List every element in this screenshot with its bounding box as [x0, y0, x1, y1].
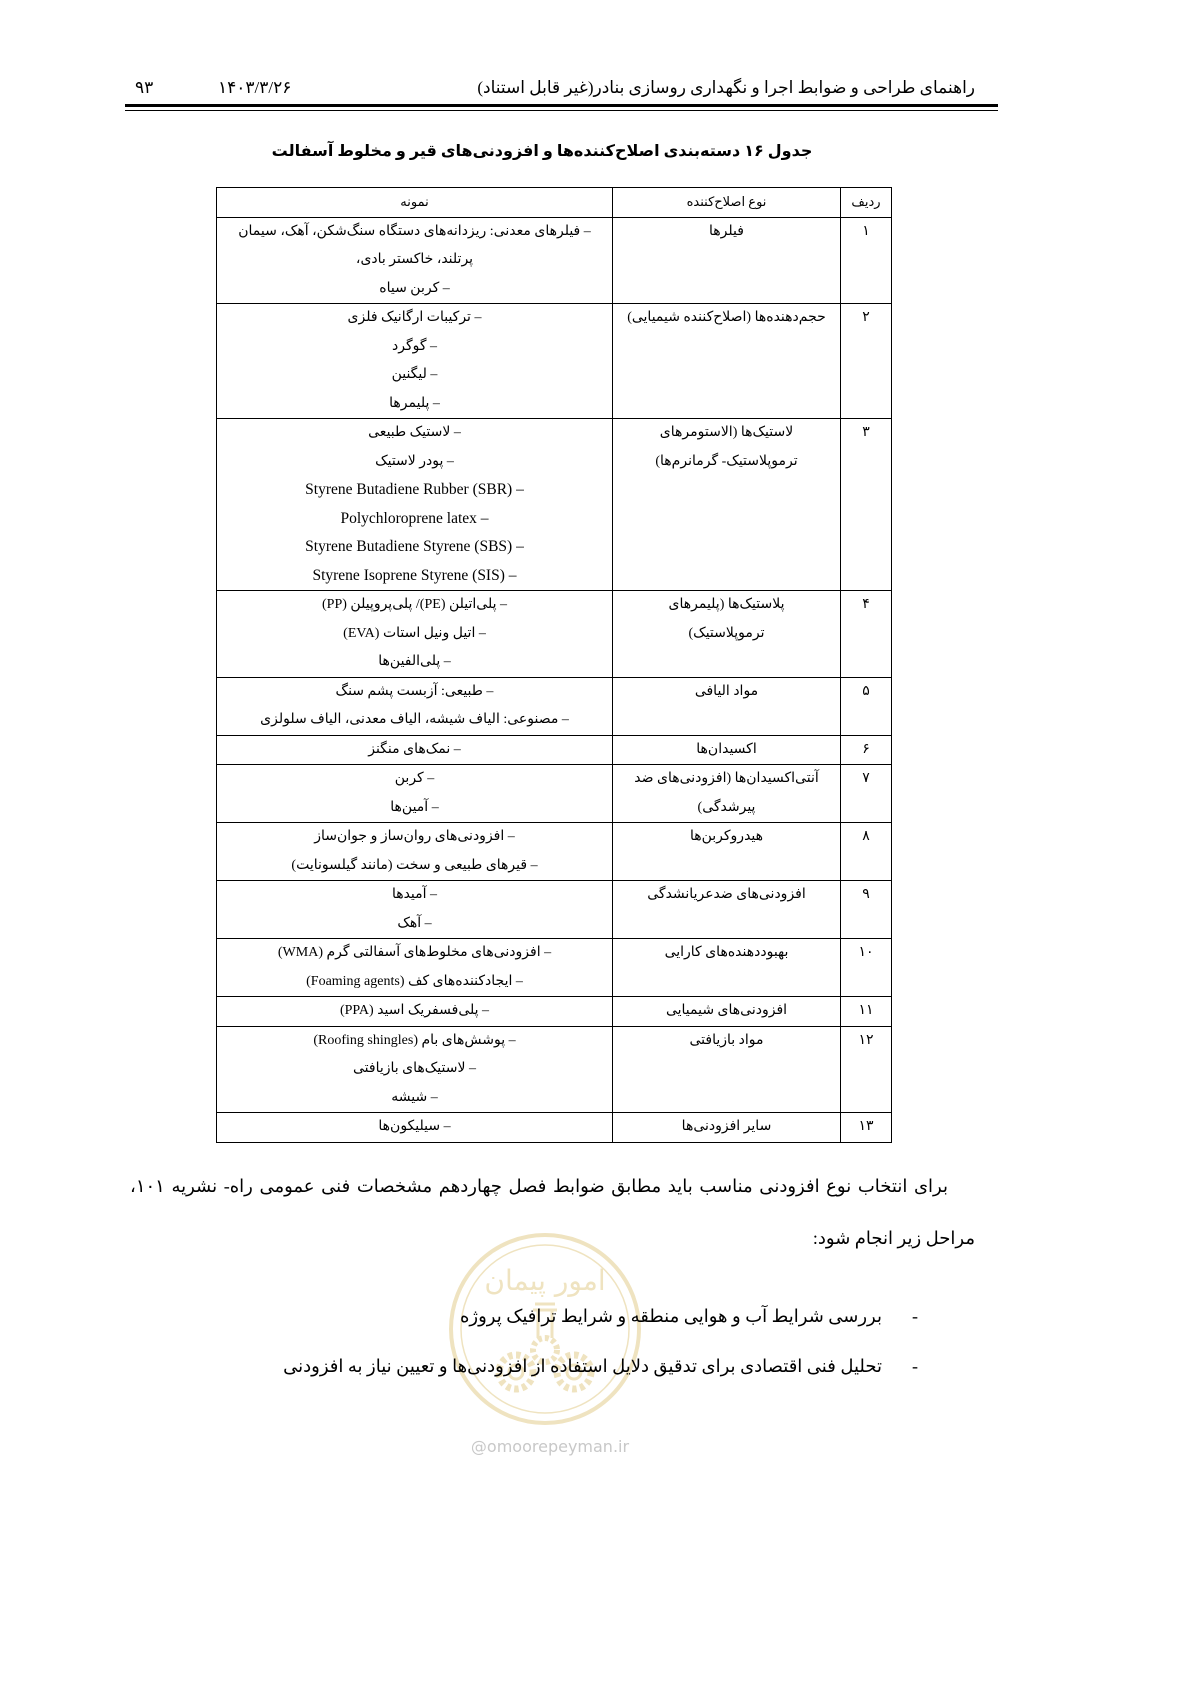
example-cell: [217, 1113, 613, 1143]
example-line: Styrene Isoprene Styrene (SIS) –: [312, 566, 517, 584]
table-row: [217, 765, 892, 823]
row-number-cell: [841, 217, 892, 304]
table-caption: جدول ۱۶ دسته‌بندی اصلاح‌کننده‌ها و افزودنی‌های قیر و مخلوط آسفالت: [271, 143, 813, 160]
row-number-cell: [841, 419, 892, 591]
example-cell: [217, 881, 613, 939]
row-number: ۸: [862, 829, 870, 844]
page-number: ۹۳: [135, 78, 154, 97]
example-line: – پلیمرها: [389, 395, 440, 411]
example-line: – پوشش‌های بام (Roofing shingles): [313, 1032, 516, 1048]
row-number: ۷: [862, 771, 870, 786]
row-number: ۴: [862, 597, 870, 612]
modifier-type-line: ترموپلاستیک- گرمانرم‌ها): [655, 453, 798, 469]
example-line: – شیشه: [391, 1089, 438, 1105]
modifier-type-line: پیرشدگی): [697, 799, 756, 815]
watermark-handle: @omoorepeyman.ir: [470, 1437, 630, 1456]
example-line: – پودر لاستیک: [375, 453, 454, 469]
row-number: ۱۲: [858, 1032, 874, 1048]
row-number-cell: [841, 735, 892, 765]
modifier-type-cell: [613, 765, 841, 823]
list-item: [218, 1291, 918, 1341]
example-line: – پلی‌الفین‌ها: [378, 654, 451, 669]
header-rule-thin: [125, 110, 998, 111]
example-line: – مصنوعی: الیاف شیشه، الیاف معدنی، الیاف سلولزی: [260, 712, 569, 727]
example-line: Styrene Butadiene Styrene (SBS) –: [305, 538, 524, 555]
example-cell: [217, 735, 613, 765]
example-cell: [217, 677, 613, 735]
row-number: ۱: [862, 223, 870, 239]
table-row: [217, 939, 892, 997]
example-line: – نمک‌های منگنز: [368, 741, 461, 757]
example-line: – پلی‌اتیلن (PE)/ پلی‌پروپیلن (PP): [322, 597, 507, 612]
example-line: – ترکیبات ارگانیک فلزی: [347, 310, 482, 325]
row-number-cell: [841, 1026, 892, 1113]
row-number-cell: [841, 591, 892, 678]
header-rule-thick: [125, 104, 998, 107]
modifier-type-line: مواد بازیافتی: [689, 1032, 764, 1048]
modifier-type-line: اکسیدان‌ها: [696, 741, 757, 757]
example-line: – ایجادکننده‌های کف (Foaming agents): [306, 973, 523, 989]
table-row: [217, 997, 892, 1027]
modifier-type-line: سایر افزودنی‌ها: [681, 1119, 772, 1134]
example-line: Styrene Butadiene Rubber (SBR) –: [305, 481, 524, 498]
bullet-marker: -: [912, 1306, 918, 1326]
example-line: – گوگرد: [391, 338, 438, 354]
modifier-type-cell: [613, 677, 841, 735]
example-line: پرتلند، خاکستر بادی،: [355, 252, 474, 267]
table-row: [217, 823, 892, 881]
row-number-cell: [841, 997, 892, 1027]
modifier-type-cell: [613, 881, 841, 939]
example-line: – افزودنی‌های روان‌ساز و جوان‌ساز: [314, 829, 515, 844]
example-cell: [217, 939, 613, 997]
header-date: ۱۴۰۳/۳/۲۶: [218, 78, 292, 97]
row-number: ۲: [862, 310, 870, 325]
modifier-type-cell: [613, 939, 841, 997]
column-header-examples: نمونه: [217, 188, 613, 218]
example-line: – آهک: [397, 915, 432, 931]
modifier-type-line: افزودنی‌های ضدعریانشدگی: [647, 887, 806, 902]
modifier-type-line: لاستیک‌ها (الاستومرهای: [659, 425, 794, 440]
example-line: – کربن سیاه: [379, 280, 450, 296]
body-paragraph: [130, 1160, 975, 1264]
table-row: [217, 735, 892, 765]
modifier-type-cell: [613, 735, 841, 765]
example-cell: [217, 304, 613, 419]
table-row: [217, 419, 892, 591]
table-row: [217, 677, 892, 735]
modifier-type-line: هیدروکربن‌ها: [689, 829, 764, 844]
row-number-cell: [841, 765, 892, 823]
example-line: – طبیعی: آزبست پشم سنگ: [335, 683, 494, 699]
example-line: – لاستیک‌های بازیافتی: [353, 1061, 476, 1076]
modifier-type-line: بهبوددهنده‌های کارایی: [664, 945, 789, 960]
row-number: ۳: [862, 425, 870, 440]
example-cell: [217, 823, 613, 881]
bullet-text: تحلیل فنی اقتصادی برای تدقیق دلایل استفاده از افزودنی‌ها و تعیین نیاز به افزودنی: [283, 1356, 882, 1376]
row-number-cell: [841, 823, 892, 881]
row-number: ۶: [862, 741, 870, 757]
example-line: – پلی‌فسفریک اسید (PPA): [339, 1003, 490, 1018]
example-cell: [217, 419, 613, 591]
modifier-type-cell: [613, 1026, 841, 1113]
example-line: – کربن: [394, 771, 435, 786]
modifier-type-cell: [613, 304, 841, 419]
row-number: ۵: [862, 683, 870, 699]
example-line: – آمیدها: [391, 887, 438, 902]
example-line: – فیلرهای معدنی: ریزدانه‌های دستگاه سنگ‌شکن، آهک، سیمان: [238, 223, 591, 239]
modifier-type-line: مواد الیافی: [694, 683, 759, 699]
row-number-cell: [841, 677, 892, 735]
modifier-type-line: فیلرها: [709, 223, 744, 239]
table-row: [217, 591, 892, 678]
watermark-lettering: امور پیمان: [484, 1264, 606, 1297]
row-number-cell: [841, 304, 892, 419]
example-line: – قیرهای طبیعی و سخت (مانند گیلسونایت): [291, 857, 538, 873]
list-item: [218, 1341, 918, 1391]
row-number-cell: [841, 1113, 892, 1143]
example-cell: [217, 997, 613, 1027]
table-row: [217, 304, 892, 419]
modifier-type-line: آنتی‌اکسیدان‌ها (افزودنی‌های ضد: [634, 771, 819, 786]
running-title: راهنمای طراحی و ضوابط اجرا و نگهداری روسازی بنادر(غیر قابل استناد): [477, 78, 975, 97]
example-line: Polychloroprene latex –: [340, 509, 489, 527]
modifier-type-line: پلاستیک‌ها (پلیمرهای: [668, 597, 785, 612]
bullet-list: [218, 1291, 918, 1391]
example-line: – آمین‌ها: [390, 799, 439, 815]
table-header-row: [217, 188, 892, 218]
table-row: [217, 217, 892, 304]
modifier-type-cell: [613, 1113, 841, 1143]
modifier-type-cell: [613, 591, 841, 678]
example-cell: [217, 591, 613, 678]
modifier-type-line: حجم‌دهنده‌ها (اصلاح‌کننده شیمیایی): [627, 310, 826, 325]
column-header-row-number: ردیف: [841, 188, 892, 218]
table-row: [217, 1113, 892, 1143]
paragraph-line: مراحل زیر انجام شود:: [812, 1228, 975, 1248]
modifier-type-cell: [613, 217, 841, 304]
example-line: – سیلیکون‌ها: [378, 1119, 451, 1134]
row-number: ۹: [862, 887, 870, 902]
modifier-type-line: ترموپلاستیک): [688, 625, 765, 641]
table-body: [217, 217, 892, 1142]
example-line: – لاستیک طبیعی: [368, 425, 461, 440]
modifier-type-cell: [613, 997, 841, 1027]
bullet-text: بررسی شرایط آب و هوایی منطقه و شرایط ترافیک پروژه: [459, 1306, 882, 1326]
column-header-modifier-type: نوع اصلاح‌کننده: [613, 188, 841, 218]
example-cell: [217, 217, 613, 304]
row-number: ۱۱: [858, 1003, 874, 1018]
row-number: ۱۰: [858, 945, 874, 960]
bullet-marker: -: [912, 1356, 918, 1376]
row-number-cell: [841, 881, 892, 939]
example-cell: [217, 1026, 613, 1113]
modifier-type-line: افزودنی‌های شیمیایی: [665, 1003, 788, 1018]
example-line: – لیگنین: [391, 367, 438, 382]
table-row: [217, 881, 892, 939]
modifier-type-cell: [613, 419, 841, 591]
paragraph-line: برای انتخاب نوع افزودنی مناسب باید مطابق ضوابط فصل چهاردهم مشخصات فنی عمومی راه- نشریه ۱۰۱،: [130, 1176, 948, 1196]
modifiers-table: [216, 187, 892, 1143]
modifier-type-cell: [613, 823, 841, 881]
row-number-cell: [841, 939, 892, 997]
example-cell: [217, 765, 613, 823]
example-line: – افزودنی‌های مخلوط‌های آسفالتی گرم (WMA): [277, 945, 552, 960]
example-line: – اتیل ونیل استات (EVA): [343, 625, 486, 641]
row-number: ۱۳: [858, 1119, 874, 1134]
table-row: [217, 1026, 892, 1113]
